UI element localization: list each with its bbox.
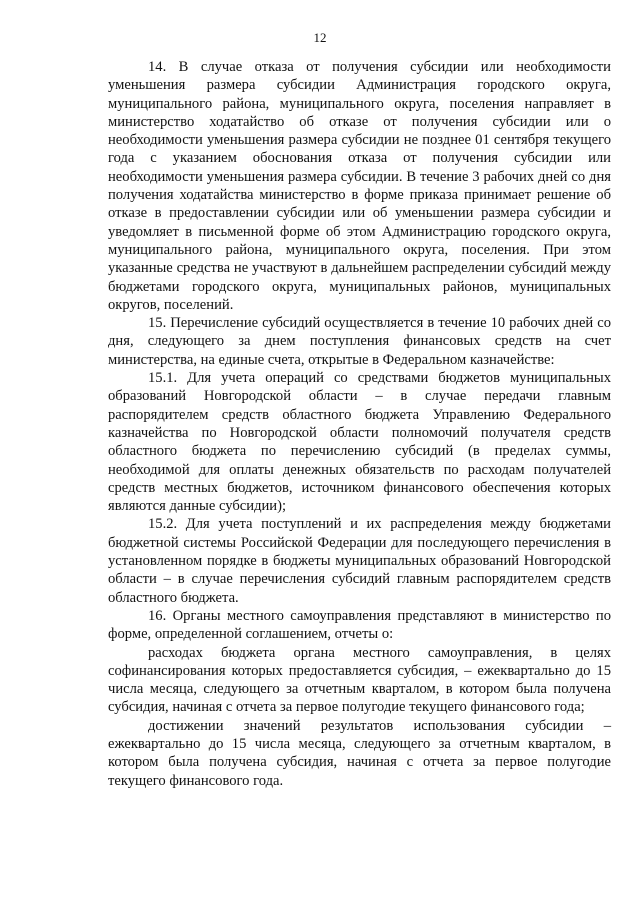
paragraph-14: 14. В случае отказа от получения субсидии или необходимости уменьшения размера субсидии Администрация городского округа, муниципального района, муниципального округа, поселения направляет в министерство ходатайство об отказе от получения субсидии или о необходимости уменьшения размера субсидии не позднее 01 сентября текущего года с указанием обоснования отказа от получения субсидии или необходимости уменьшения размера субсидии. В течение 3 рабочих дней со дня получения ходатайства министерство в форме приказа принимает решение об отказе в предоставлении субсидии или об уменьшении размера субсидии и уведомляет в письменной форме об этом Администрацию городского округа, муниципального района, муниципального округа, поселения. При этом указанные средства не участвуют в дальнейшем распределении субсидий между бюджетами городского округа, муниципальных районов, муниципальных округов, поселений. — [108, 59, 611, 313]
paragraph-16-expenses-report: расходах бюджета органа местного самоуправления, в целях софинансирования которых предоставляется субсидия, – ежеквартально до 15 числа месяца, следующего за отчетным кварталом, в котором была получена субсидия, начиная с отчета за первое полугодие текущего финансового года; — [108, 644, 611, 716]
paragraph-15: 15. Перечисление субсидий осуществляется в течение 10 рабочих дней со дня, следующего за днем поступления финансовых средств на счет министерства, на единые счета, открытые в Федеральном казначействе: — [108, 315, 611, 368]
paragraph-15-2: 15.2. Для учета поступлений и их распределения между бюджетами бюджетной системы Российской Федерации для последующего перечисления в установленном порядке в бюджеты муниципальных образований Новгородской области – в случае перечисления субсидий главным распорядителем средств областного бюджета. — [108, 516, 611, 606]
document-body — [108, 58, 611, 790]
paragraph-16-results-report: достижении значений результатов использования субсидии – ежеквартально до 15 числа месяца, следующего за отчетным кварталом, в котором была получена субсидия, начиная с отчета за первое полугодие текущего финансового года. — [108, 717, 611, 789]
paragraph-16: 16. Органы местного самоуправления представляют в министерство по форме, определенной соглашением, отчеты о: — [108, 607, 611, 643]
page-number: 12 — [313, 30, 327, 45]
paragraph-15-1: 15.1. Для учета операций со средствами бюджетов муниципальных образований Новгородской области – в случае передачи главным распорядителем средств областного бюджета Управлению Федерального казначейства по Новгородской области полномочий получателя средств областного бюджета по перечислению субсидий (в пределах суммы, необходимой для оплаты денежных обязательств по расходам получателей средств местных бюджетов, источником финансового обеспечения которых являются данные субсидии); — [108, 370, 611, 515]
